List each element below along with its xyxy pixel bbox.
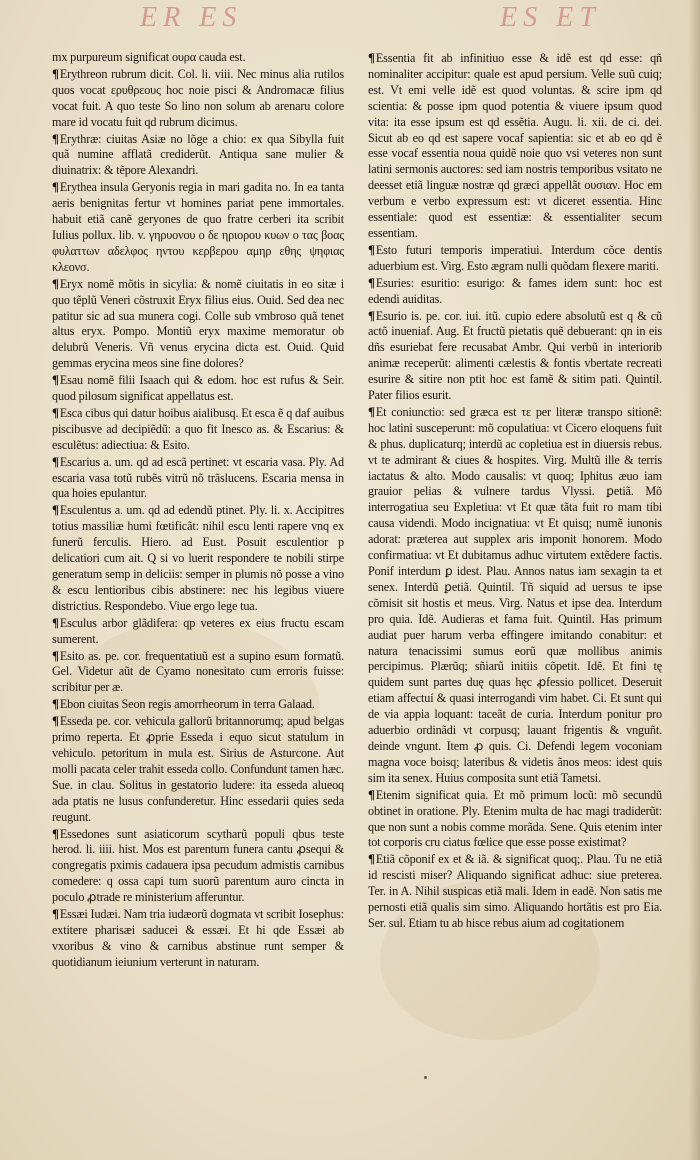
dictionary-entry bbox=[52, 66, 344, 131]
paragraph-mark-icon: ¶ bbox=[368, 403, 375, 419]
entry-text: Esuries: esuritio: esurigo: & fames idem sunt: hoc est edendi auiditas. bbox=[368, 275, 662, 306]
entry-text: Esculus arbor glãdifera: qp veteres ex eius fructu escam sumerent. bbox=[52, 615, 344, 646]
paragraph-mark-icon: ¶ bbox=[52, 372, 59, 388]
paragraph-mark-icon: ¶ bbox=[52, 696, 59, 712]
entry-text: Esito as. pe. cor. frequentatiuũ est a supino esum formatũ. Gel. Videtur aũt de Cyamo nonesitato cum erroris fuisse: scribitur per æ. bbox=[52, 648, 344, 695]
entry-text: Ebon ciuitas Seon regis amorrheorum in terra Galaad. bbox=[59, 697, 315, 712]
dictionary-entry bbox=[52, 906, 344, 971]
paragraph-mark-icon: ¶ bbox=[52, 647, 59, 663]
dictionary-entry bbox=[52, 502, 344, 614]
paragraph-mark-icon: ¶ bbox=[52, 502, 59, 518]
paragraph-mark-icon: ¶ bbox=[368, 786, 375, 802]
paragraph-mark-icon: ¶ bbox=[368, 241, 375, 257]
dictionary-entry bbox=[52, 276, 344, 372]
paragraph-mark-icon: ¶ bbox=[52, 275, 59, 291]
dictionary-entry bbox=[52, 405, 344, 454]
paragraph-mark-icon: ¶ bbox=[52, 713, 59, 729]
dictionary-entry bbox=[52, 615, 344, 648]
paragraph-mark-icon: ¶ bbox=[52, 179, 59, 195]
ink-speck bbox=[424, 1076, 427, 1079]
paragraph-mark-icon: ¶ bbox=[52, 65, 59, 81]
entry-text: Erythea insula Geryonis regia in mari gadita no. In ea tanta aeris benignitas fertur vt homines pariat pene immortales. habuit etiã canẽ geryones de quo fratre cerberi ita scribit Iulius pollux. lib. v. γηρυονου ο δε ηριορου κυων ο τας βοας φυλαττων αδελφος ηντου κερβερου αμηρ εθης ψηφιας κλεονσ. bbox=[52, 180, 344, 274]
paragraph-mark-icon: ¶ bbox=[52, 453, 59, 469]
dictionary-entry bbox=[368, 404, 662, 787]
paragraph-mark-icon: ¶ bbox=[52, 825, 59, 841]
dictionary-entry bbox=[52, 179, 344, 275]
entry-text: Etenim significat quia. Et mõ primum locũ: mõ secundũ obtinet in oratione. Ply. Etenim multa de hac magi tradiderũt: que non sunt a nobis comme morãda. Sene. Quis etenim inter tot corporis cru ciatus fœlice que esse posse existimat? bbox=[368, 787, 662, 850]
dictionary-entry bbox=[52, 826, 344, 907]
entry-text: Esto futuri temporis imperatiui. Interdum cõce dentis aduerbium est. Virg. Esto ægram nulli quõdam flexere mariti. bbox=[368, 242, 662, 273]
paragraph-mark-icon: ¶ bbox=[368, 50, 375, 65]
dictionary-entry bbox=[52, 372, 344, 405]
entry-text: Essedones sunt asiaticorum scytharũ populi qbus teste herod. li. iiii. hist. Mos est parentum funera cantu ꝓsequi & congregatis pximis cadauera ipsa pecudum admistis carnibus comedere: q ossa capi tum suorũ parentum auro cincta in poculo ꝓtrade re ministerium afferuntur. bbox=[52, 826, 344, 905]
dictionary-entry bbox=[368, 787, 662, 852]
paragraph-mark-icon: ¶ bbox=[368, 307, 375, 323]
entry-text: Essentia fit ab infinitiuo esse & idẽ est qd esse: qñ nominaliter accipitur: quale est apud persium. Velle suũ cuiq; est. Vt emi velle idẽ est quod voluntas. & scire ipm qd scientia: & posse ipm quod potentia & viuere ipsum quod vita: ita esse ipsum est qd essẽtia. Augu. li. xii. de ci. dei. Sicut ab eo qd est sapere vocaf sapientia: sic et ab eo qd ẽ esse vocaf essentia noua quidẽ noie quo vsi veteres non sunt latini sermonis auctores: sed iam nostris temporibus vsitato ne deesset etiã linguæ nostræ qd græci appellãt ουσιαν. Hoc em verbum e verbo expressum est: vt diceret essentia. Hinc essentiale: quod est essentiæ: & essentialiter secum essentiam. bbox=[368, 51, 662, 240]
entry-text: mx purpureum significat ουρα cauda est. bbox=[52, 50, 246, 64]
paragraph-mark-icon: ¶ bbox=[52, 404, 59, 420]
paragraph-mark-icon: ¶ bbox=[368, 274, 375, 290]
entry-text: Erythreon rubrum dicit. Col. li. viii. Nec minus alia rutilos quos vocat ερυθρεους hoc noie pisci & Andromacæ filius vocat fuit. A quo teste So lino non solum ab arenaru colore mare id vocatu fuit qd rubrum dicimus. bbox=[52, 66, 344, 129]
running-head-left: ER ES bbox=[140, 2, 243, 33]
dictionary-entry bbox=[368, 50, 662, 242]
entry-text: Esseda pe. cor. vehicula gallorũ britannorumq; apud belgas primo reperta. Et ꝓprie Esseda i equo sicut statulum in vehiculo. petoritum in mula est. Sirius de Asturcone. Aut molli pacata celer trahit esseda collo. Confundunt tamen hæc. Sue. in clau. Solitus in gestatorio ludere: ita esseda alueoq ada ptatis ne lusus confunderetur. Hinc essedarii quies seda reugunt. bbox=[52, 714, 344, 824]
dictionary-entry bbox=[368, 275, 662, 308]
dictionary-entry bbox=[52, 648, 344, 697]
paragraph-mark-icon: ¶ bbox=[52, 906, 59, 922]
right-text-column bbox=[368, 50, 662, 932]
dictionary-entry bbox=[368, 851, 662, 932]
dictionary-entry bbox=[52, 713, 344, 825]
entry-text: Essæi Iudæi. Nam tria iudæorũ dogmata vt scribit Iosephus: extitere pharisæi saducei & essæi. Et hi qde Essæi ab vxoribus & vino & carnibus abstinue runt semper & quotidianum ieiunium verterunt in naturam. bbox=[52, 907, 344, 969]
left-text-column bbox=[52, 50, 344, 971]
entry-text: Et coniunctio: sed græca est τε per literæ transpo sitionẽ: hoc latini susceperunt: mõ copulatiua: vt Cicero eloquens fuit & phus. duplicaturq; interdũ ac copletiua est in diuersis rebus. vt te admirant & ciues & hospites. Virg. Multũ ille & terris iactatus & alto. Modo causalis: vt quoq; Iphitus æuo iam grauior pelias & vulnere tardus Vlyssi. ꝑetiã. Mõ interrogatiua seu Expletiua: vt Et quæ tãta fuit ro mam tibi causa videndi. Modo incignatiua: vt Et quisq; numẽ iunonis adorat: præterea aut supplex aris imponit honorem. Modo confirmatiua: vt Et dubitamus adhuc virtutem extẽdere factis. Ponif interdum ꝑ idest. Plau. Annos natus iam sexagin ta et senex. Interdũ ꝑetiã. Quintil. Tñ siquid ad uersus te ipse cõmisit sit hostis et meus. Virg. Natus et ipse dea. Interdum pro quia. Idẽ. Audieras et fama fuit. Quintil. Has primum audiat puer harum verba effingere imitando conabitur: et natura tenacissimi sumus eorũ quæ mollibus animis percipimus. Plærũq; sñiarũ initiis cõpetit. Idẽ. Et fini tę quidem sunt partes duę quas hęc ꝓfessio pollicet. Deseruit etiam affectuí & quasi interrogandi vim habet. Ci. Et sunt qui de via appia loquant: taceãt de curia. Interdum ponitur pro aduerbio ordinãdi vt corpusq; lauant frigentis & vnguñt. deinde vngunt. Item ꝓ quis. Ci. Defendi legem voconiam magna voce boisq; lateribus & videtis ãnos meos: idest quis sim ita senex. Huius composita sunt etiã Tametsi. bbox=[368, 404, 662, 785]
entry-text: Eryx nomẽ mõtis in sicylia: & nomẽ ciuitatis in eo sitæ i quo tẽplũ Veneri cõstruxit Eryx filius eius. Ouid. Sed dea nec patitur sic ad sua munera cogi. Colle sub vmbroso quã tenet altus eryx. Pompo. Montiũ eryx maxime memoratur ob delubrũ Veneris. Vñ venus erycina dicta est. Ouid. Quid gemmas erycina meos sine fine dolores? bbox=[52, 276, 344, 371]
running-head-right: ES ET bbox=[500, 2, 601, 33]
entry-text: Esau nomẽ filii Isaach qui & edom. hoc est rufus & Seir. quod pilosum significat appellatus est. bbox=[52, 373, 344, 404]
dictionary-entry bbox=[368, 308, 662, 404]
paragraph-mark-icon: ¶ bbox=[52, 614, 59, 630]
page-edge-shadow bbox=[688, 0, 700, 1160]
entry-text: Esca cibus qui datur hoibus aialibusq. Et esca ẽ q daf auibus piscibusve ad decipiẽdũ: a quo fit Inesco as. & Escarius: & esculẽtus: adiectiua: & Esito. bbox=[52, 405, 344, 452]
entry-text: Esculentus a. um. qd ad edendũ ptinet. Ply. li. x. Accipitres totius massiliæ humi fœtificãt: nihil escu lenti rapere vnq ex funerũ ferculis. Hiero. ad Eust. Posuit esculentior p delicatiori cum ait. Q si vo luerit respondere te nobili stirpe generatum semp in deliciis: semper in plumis nõ posse a vino & escu lentioribus cibis abstinere: nec his legibus viuere districtius. Respondebo. Viue ergo lege tua. bbox=[52, 503, 344, 613]
dictionary-entry bbox=[52, 454, 344, 503]
dictionary-entry bbox=[52, 131, 344, 180]
entry-text: Esurio is. pe. cor. iui. itũ. cupio edere absolutũ est q & cũ actõ inueniaf. Aug. Et fructũ pietatis quẽ debuerant: qn in eis dñs esuriebat fere recusabat Ambr. Qui verbũ in interiorib animæ receperũt: alimenti cælestis & fontis vbertate recreati esurire & sitire non ptit hoc est famẽ & sitim pati. Quintil. Pater filios esurit. bbox=[368, 308, 662, 403]
paragraph-mark-icon: ¶ bbox=[52, 130, 59, 146]
entry-text: Erythræ: ciuitas Asiæ no lõge a chio: ex qua Sibylla fuit quã numine afflatã crediderũt. Antiqua sane mulier & diuinatrix: & tẽpore Alexandri. bbox=[52, 131, 344, 178]
entry-text: Escarius a. um. qd ad escã pertinet: vt escaria vasa. Ply. Ad escaria vasa totũ rubẽs vitrũ nõ trãslucens. Escaria mensa in qua hoies epulantur. bbox=[52, 454, 344, 501]
dictionary-entry bbox=[52, 50, 344, 66]
entry-text: Etiã cõponif ex et & iã. & significat quoq;. Plau. Tu ne etiã id rescisti miser? Aliquando significat adhuc: siue preterea. Ter. in A. Nihil suspicas etiã mali. Idem in eadẽ. Non satis me pernosti etiã qualis sim simo. Aliquando hortãtis est pro Eia. Ser. sul. Etiam tu ab hisce rebus aium ad cogitationem bbox=[368, 852, 662, 930]
paragraph-mark-icon: ¶ bbox=[368, 851, 375, 867]
dictionary-entry bbox=[52, 696, 344, 713]
dictionary-entry bbox=[368, 242, 662, 275]
